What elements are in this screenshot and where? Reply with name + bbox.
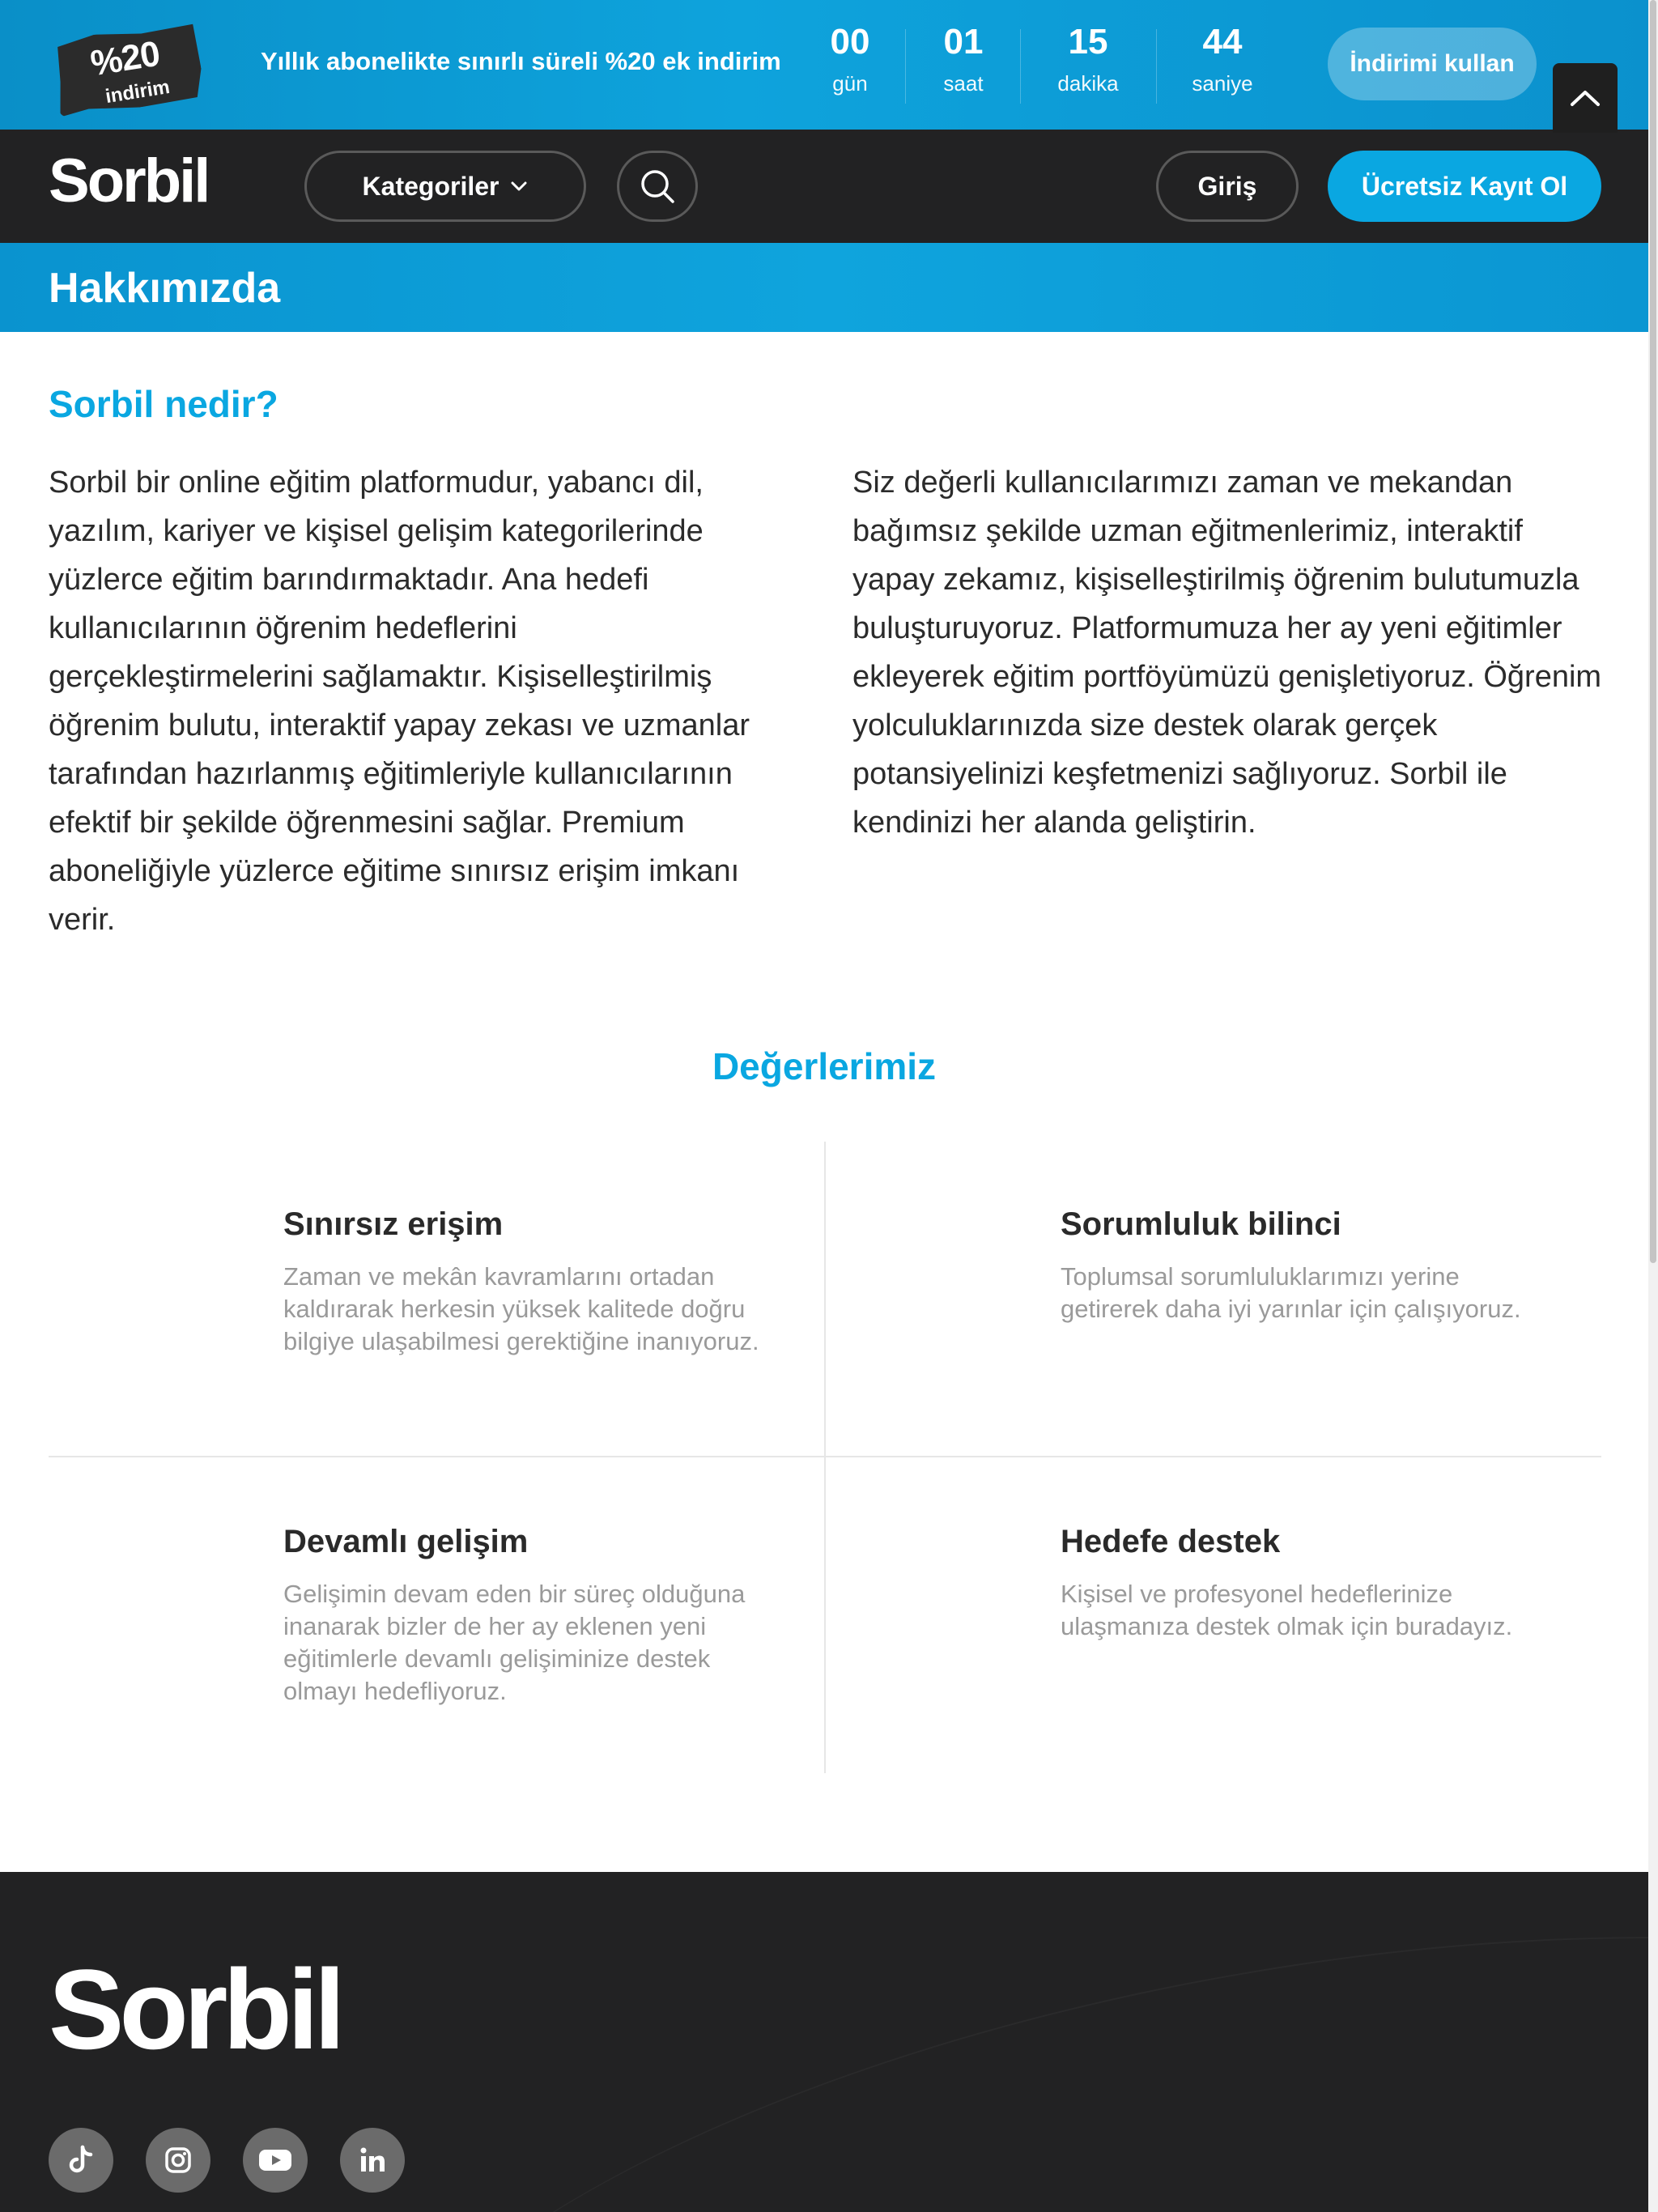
youtube-icon: [257, 2147, 293, 2173]
categories-label: Kategoriler: [362, 171, 500, 201]
countdown-hours: [907, 24, 1020, 96]
value-card: [1061, 1206, 1546, 1325]
countdown-divider: [1156, 29, 1157, 104]
countdown-unit: dakika: [1057, 71, 1119, 96]
countdown-days: [793, 24, 907, 96]
page-scrollbar[interactable]: [1648, 0, 1658, 2212]
about-paragraph-right: Siz değerli kullanıcılarımızı zaman ve mekandan bağımsız şekilde uzman eğitmenlerimiz, interaktif yapay zekamız, kişiselleştirilmiş öğrenim bulutumuzla buluşturuyoruz. Platformumuza her ay yeni eğitimler ekleyerek eğitim portföyümüzü genişletiyoruz. Öğrenim yolculuklarınızda size destek olarak gerçek potansiyelinizi keşfetmenizi sağlıyoruz. Sorbil ile kendinizi her alanda geliştirin.: [852, 466, 1602, 840]
value-text: Zaman ve mekân kavramlarını ortadan kaldırarak herkesin yüksek kalitede doğru bilgiye ulaşabilmesi gerektiğine inanıyoruz.: [283, 1262, 759, 1355]
signup-button[interactable]: Ücretsiz Kayıt Ol: [1328, 151, 1601, 222]
countdown-divider: [905, 29, 906, 104]
value-card: [283, 1524, 769, 1708]
scroll-to-top-button[interactable]: [1553, 63, 1618, 133]
value-text: Kişisel ve profesyonel hedeflerinize ulaşmanıza destek olmak için buradayız.: [1061, 1580, 1513, 1640]
login-button[interactable]: Giriş: [1156, 151, 1299, 222]
site-footer: [0, 1872, 1648, 2212]
values-heading: Değerlerimiz: [712, 1045, 937, 1087]
value-card: [283, 1206, 769, 1358]
youtube-link[interactable]: [243, 2128, 308, 2193]
scrollbar-thumb[interactable]: [1650, 0, 1656, 1263]
countdown-value: 01: [943, 22, 984, 62]
footer-logo[interactable]: Sorbil: [49, 1946, 341, 2073]
about-paragraph-left: Sorbil bir online eğitim platformudur, yabancı dil, yazılım, kariyer ve kişisel gelişim kategorilerinde yüzlerce eğitim barındırmaktadır. Ana hedefi kullanıcılarının öğrenim hedeflerini gerçekleştirmelerini sağlamaktır. Kişiselleştirilmiş öğrenim bulutu, interaktif yapay zekası ve uzmanlar tarafından hazırlanmış eğitimleriyle kullanıcılarının efektif bir şekilde öğrenmesini sağlar. Premium aboneliğiyle yüzlerce eğitime sınırsız erişim imkanı verir.: [49, 466, 750, 937]
countdown-value: 15: [1068, 22, 1108, 62]
tiktok-icon: [66, 2144, 96, 2176]
countdown-unit: saat: [943, 71, 984, 96]
linkedin-link[interactable]: [340, 2128, 405, 2193]
countdown-seconds: [1166, 24, 1279, 96]
countdown-divider: [1020, 29, 1021, 104]
countdown-minutes: [1031, 24, 1145, 96]
discount-badge: [49, 23, 210, 120]
value-title: Sınırsız erişim: [283, 1206, 504, 1242]
categories-dropdown[interactable]: [304, 151, 586, 222]
tiktok-link[interactable]: [49, 2128, 113, 2193]
value-title: Sorumluluk bilinci: [1061, 1206, 1341, 1242]
use-discount-button[interactable]: İndirimi kullan: [1328, 28, 1537, 100]
search-icon: [638, 167, 677, 206]
promo-bar: [0, 0, 1648, 130]
chevron-up-icon: [1569, 88, 1601, 108]
instagram-link[interactable]: [146, 2128, 210, 2193]
values-vertical-divider: [824, 1142, 826, 1773]
instagram-icon: [164, 2146, 193, 2175]
page-title: Hakkımızda: [49, 265, 281, 312]
value-text: Toplumsal sorumluluklarımızı yerine getirerek daha iyi yarınlar için çalışıyoruz.: [1061, 1262, 1521, 1323]
value-card: [1061, 1524, 1546, 1643]
chevron-down-icon: [510, 181, 528, 192]
search-button[interactable]: [617, 151, 698, 222]
values-horizontal-divider: [49, 1456, 1601, 1457]
countdown-value: 00: [830, 22, 870, 62]
main-navigation: [0, 130, 1648, 243]
linkedin-icon: [358, 2146, 387, 2175]
footer-decoration: [275, 1872, 1648, 2212]
value-title: Devamlı gelişim: [283, 1524, 529, 1559]
site-logo[interactable]: Sorbil: [49, 147, 209, 215]
countdown-unit: gün: [832, 71, 868, 96]
promo-text: Yıllık abonelikte sınırlı süreli %20 ek indirim: [261, 47, 781, 75]
value-title: Hedefe destek: [1061, 1524, 1281, 1559]
about-heading: Sorbil nedir?: [49, 383, 278, 425]
page-header-band: [0, 243, 1648, 332]
countdown-value: 44: [1202, 22, 1243, 62]
badge-percent: %20: [87, 33, 163, 84]
value-text: Gelişimin devam eden bir süreç olduğuna inanarak bizler de her ay eklenen yeni eğitimlerle devamlı gelişiminize destek olmayı hedefliyoruz.: [283, 1580, 746, 1705]
countdown-unit: saniye: [1192, 71, 1253, 96]
badge-label: indirim: [104, 75, 172, 108]
